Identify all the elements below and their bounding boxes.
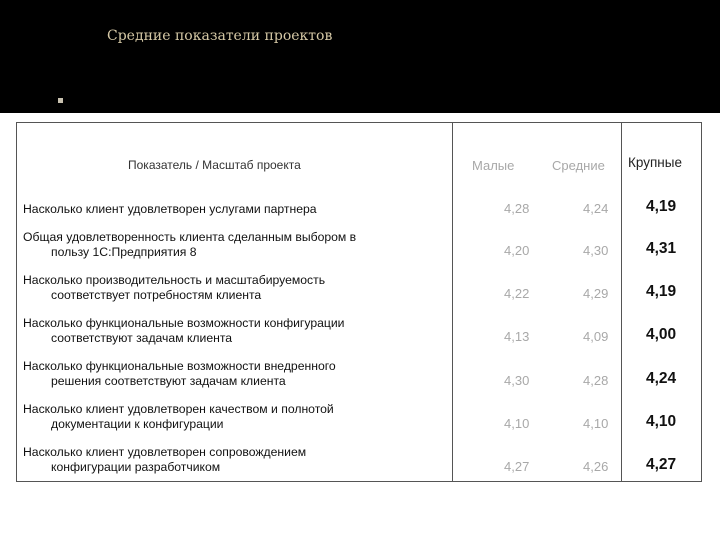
row-label-line: Насколько клиент удовлетворен услугами партнера (23, 202, 317, 216)
row-label-line: конфигурации разработчиком (51, 460, 221, 474)
table-cell-large: 4,24 (646, 370, 677, 387)
table-cell-small: 4,10 (504, 416, 530, 431)
table-cell-medium: 4,09 (583, 329, 609, 344)
table-cell-medium: 4,29 (583, 286, 609, 301)
table-row-label (23, 273, 325, 303)
header-large: Крупные (628, 155, 682, 170)
column-divider (452, 123, 453, 481)
table-cell-medium: 4,24 (583, 201, 609, 216)
row-label-line: соответствуют задачам клиента (51, 331, 233, 345)
table-cell-small: 4,22 (504, 286, 530, 301)
table-row-label (23, 202, 317, 217)
row-label-line: Насколько функциональные возможности внедренного (23, 359, 336, 373)
table-cell-medium: 4,10 (583, 416, 609, 431)
table-cell-large: 4,19 (646, 283, 677, 300)
header-small: Малые (472, 158, 515, 173)
bullet-marker (58, 98, 63, 103)
row-label-line: Общая удовлетворенность клиента сделанным выбором в (23, 230, 357, 244)
table-cell-medium: 4,30 (583, 243, 609, 258)
header-band (0, 0, 720, 113)
table-cell-large: 4,19 (646, 198, 677, 215)
table-row-label (23, 316, 344, 346)
table-row-label (23, 230, 356, 260)
row-label-line: Насколько функциональные возможности конфигурации (23, 316, 345, 330)
row-label-line: решения соответствуют задачам клиента (51, 374, 286, 388)
table-cell-small: 4,20 (504, 243, 530, 258)
table-cell-medium: 4,26 (583, 459, 609, 474)
column-divider (621, 123, 622, 481)
table-cell-large: 4,10 (646, 413, 677, 430)
row-label-line: Насколько клиент удовлетворен качеством и полнотой (23, 402, 334, 416)
table-cell-medium: 4,28 (583, 373, 609, 388)
table-row-label (23, 445, 306, 475)
table-cell-large: 4,27 (646, 456, 677, 473)
slide-title: Средние показатели проектов (107, 28, 333, 44)
table-cell-large: 4,31 (646, 240, 677, 257)
table-cell-small: 4,28 (504, 201, 530, 216)
table-cell-small: 4,27 (504, 459, 530, 474)
table-row-label (23, 402, 334, 432)
row-label-line: документации к конфигурации (51, 417, 224, 431)
table-cell-small: 4,30 (504, 373, 530, 388)
header-medium: Средние (552, 158, 605, 173)
results-table (16, 122, 702, 482)
row-label-line: пользу 1С:Предприятия 8 (51, 245, 197, 259)
row-label-line: Насколько клиент удовлетворен сопровождением (23, 445, 307, 459)
header-indicator: Показатель / Масштаб проекта (128, 158, 301, 172)
table-cell-small: 4,13 (504, 329, 530, 344)
table-row-label (23, 359, 336, 389)
table-cell-large: 4,00 (646, 326, 677, 343)
row-label-line: соответствует потребностям клиента (51, 288, 262, 302)
row-label-line: Насколько производительность и масштабируемость (23, 273, 326, 287)
